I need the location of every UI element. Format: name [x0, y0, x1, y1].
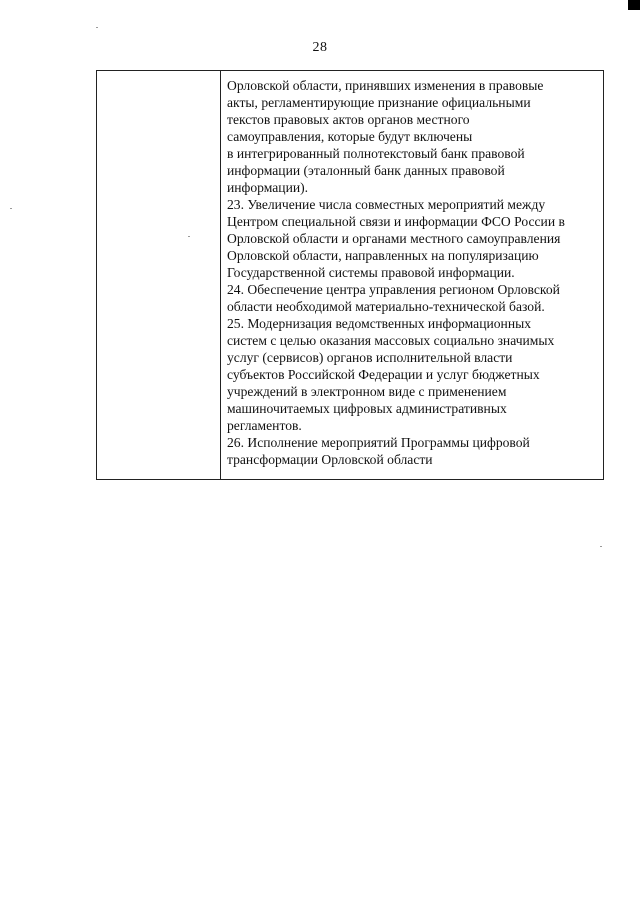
scan-corner-mark — [628, 0, 640, 10]
text-line: 26. Исполнение мероприятий Программы цифровой — [227, 435, 530, 450]
text-line: Орловской области, принявших изменения в правовые — [227, 78, 544, 93]
text-line: Центром специальной связи и информации ФСО России в — [227, 214, 565, 229]
text-line: акты, регламентирующие признание официальными — [227, 95, 531, 110]
scan-speck — [10, 208, 12, 209]
scan-speck — [188, 236, 190, 237]
text-line: 24. Обеспечение центра управления регионом Орловской — [227, 282, 560, 297]
text-line: регламентов. — [227, 418, 302, 433]
text-line: машиночитаемых цифровых административных — [227, 401, 507, 416]
table-left-cell — [97, 71, 221, 479]
text-line: Орловской области, направленных на популяризацию — [227, 248, 539, 263]
text-line: трансформации Орловской области — [227, 452, 433, 467]
text-line: услуг (сервисов) органов исполнительной власти — [227, 350, 513, 365]
text-line: субъектов Российской Федерации и услуг бюджетных — [227, 367, 540, 382]
text-line: 23. Увеличение числа совместных мероприятий между — [227, 197, 546, 212]
text-line: информации (эталонный банк данных правовой — [227, 163, 505, 178]
text-line: информации). — [227, 180, 309, 195]
content-table — [96, 70, 604, 480]
table-right-cell — [221, 71, 603, 479]
scan-speck — [96, 27, 98, 28]
text-line: систем с целью оказания массовых социально значимых — [227, 333, 555, 348]
text-line: Орловской области и органами местного самоуправления — [227, 231, 561, 246]
text-line: области необходимой материально-технической базой. — [227, 299, 545, 314]
text-line: 25. Модернизация ведомственных информационных — [227, 316, 532, 331]
page-number: 28 — [312, 40, 328, 55]
text-line: текстов правовых актов органов местного — [227, 112, 470, 127]
text-line: учреждений в электронном виде с применением — [227, 384, 507, 399]
text-line: в интегрированный полнотекстовый банк правовой — [227, 146, 525, 161]
text-line: самоуправления, которые будут включены — [227, 129, 473, 144]
scan-speck — [600, 546, 602, 547]
text-line: Государственной системы правовой информации. — [227, 265, 515, 280]
